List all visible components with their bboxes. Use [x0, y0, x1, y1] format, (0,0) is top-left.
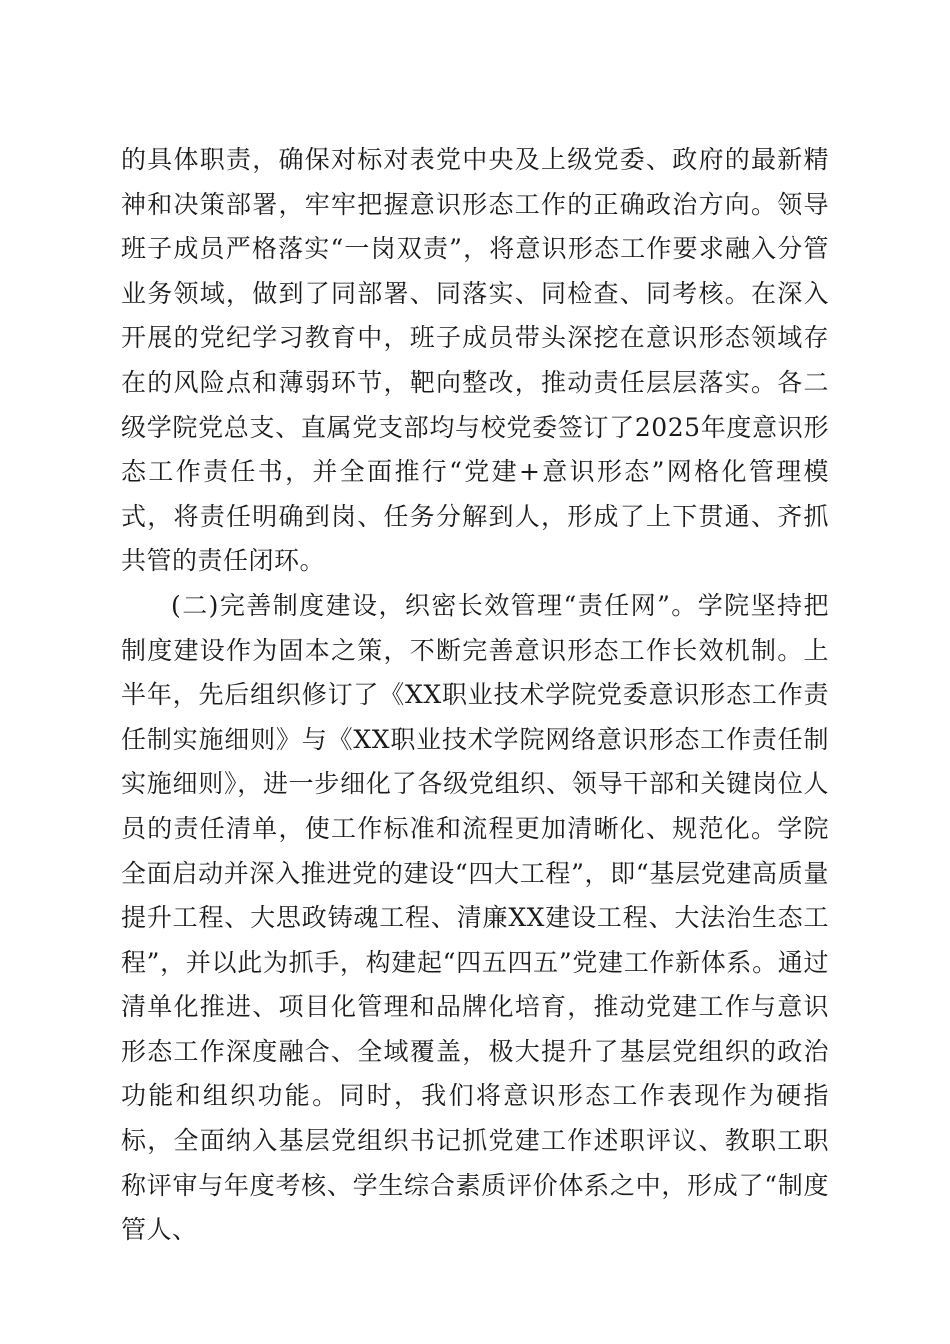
document-body — [121, 138, 829, 1253]
paragraph-continued: 的具体职责，确保对标对表党中央及上级党委、政府的最新精神和决策部署，牢牢把握意识形态工作的正确政治方向。领导班子成员严格落实“一岗双责”，将意识形态工作要求融入分管业务领域，做到了同部署、同落实、同检查、同考核。在深入开展的党纪学习教育中，班子成员带头深挖在意识形态领域存在的风险点和薄弱环节，靶向整改，推动责任层层落实。各二级学院党总支、直属党支部均与校党委签订了2025年度意识形态工作责任书，并全面推行“党建+意识形态”网格化管理模式，将责任明确到岗、任务分解到人，形成了上下贯通、齐抓共管的责任闭环。 — [121, 145, 829, 576]
paragraph-section-2: (二)完善制度建设，织密长效管理“责任网”。学院坚持把制度建设作为固本之策，不断完善意识形态工作长效机制。上半年，先后组织修订了《XX职业技术学院党委意识形态工作责任制实施细则》与《XX职业技术学院网络意识形态工作责任制实施细则》，进一步细化了各级党组织、领导干部和关键岗位人员的责任清单，使工作标准和流程更加清晰化、规范化。学院全面启动并深入推进党的建设“四大工程”，即“基层党建高质量提升工程、大思政铸魂工程、清廉XX建设工程、大法治生态工程”，并以此为抓手，构建起“四五四五”党建工作新体系。通过清单化推进、项目化管理和品牌化培育，推动党建工作与意识形态工作深度融合、全域覆盖，极大提升了基层党组织的政治功能和组织功能。同时，我们将意识形态工作表现作为硬指标，全面纳入基层党组织书记抓党建工作述职评议、教职工职称评审与年度考核、学生综合素质评价体系之中，形成了“制度管人、 — [121, 590, 829, 1245]
